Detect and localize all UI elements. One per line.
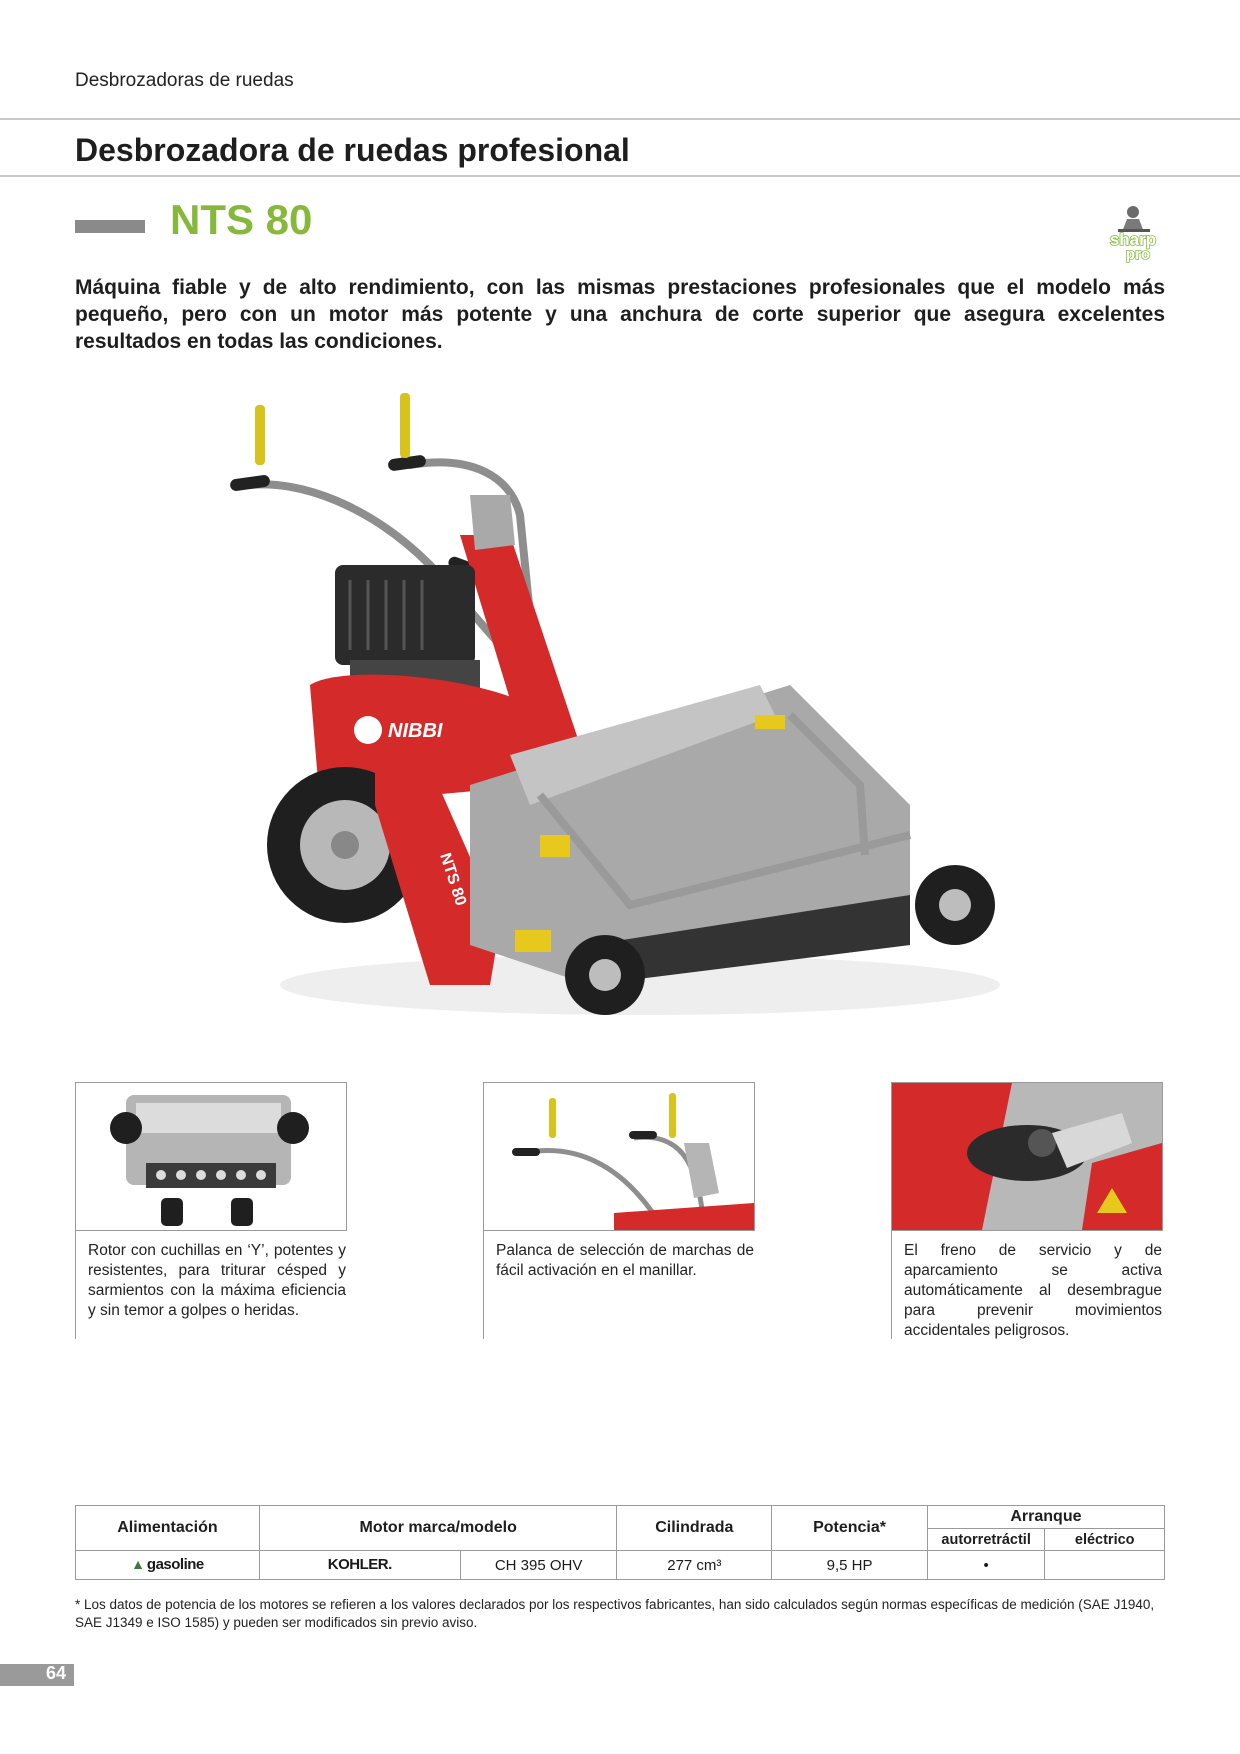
footnote: * Los datos de potencia de los motores se refieren a los valores declarados por los respectivos fabricantes, han sido calculados según normas específicas de medición (SAE J1940, SAE J1349 e ISO 1585) y pueden ser modificados sin previo aviso.: [75, 1597, 1155, 1630]
title-divider: [0, 175, 1240, 177]
cell-displacement: 277 cm³: [617, 1551, 772, 1580]
feature-caption-box-rotor: [75, 1231, 346, 1339]
kohler-logo: KOHLER.: [327, 1556, 392, 1573]
header-divider: [0, 118, 1240, 120]
fuel-drop-icon: ▲: [131, 1556, 145, 1573]
sharp-pro-badge-icon: [1100, 202, 1170, 264]
header-start-electric: eléctrico: [1045, 1529, 1165, 1551]
cell-engine-model: CH 395 OHV: [460, 1551, 617, 1580]
header-power: Potencia*: [772, 1506, 928, 1551]
cell-feed: [76, 1551, 260, 1580]
model-name: NTS 80: [170, 196, 313, 243]
header-feed: Alimentación: [76, 1506, 260, 1551]
badge-word-pro: pro: [1125, 246, 1151, 263]
cell-start-recoil: •: [927, 1551, 1045, 1580]
machine-brand-text: NIBBI: [388, 720, 443, 742]
feature-caption-box-brake: [891, 1231, 1162, 1339]
machine-model-text: NTS 80: [436, 850, 470, 908]
specs-table: [75, 1505, 1165, 1580]
header-start-recoil: autorretráctil: [927, 1529, 1045, 1551]
model-accent-bar: [75, 220, 145, 233]
feature-caption-box-gear-lever: [483, 1231, 754, 1339]
feature-image-rotor: [75, 1082, 347, 1231]
intro-paragraph: Máquina fiable y de alto rendimiento, con las mismas prestaciones profesionales que el modelo más pequeño, pero con un motor más potente y una anchura de corte superior que asegura excelentes resultados en todas las condiciones.: [75, 276, 1165, 353]
header-start: Arranque: [927, 1506, 1164, 1529]
feature-caption-rotor: Rotor con cuchillas en ‘Y’, potentes y resistentes, para triturar césped y sarmientos con la máxima eficiencia y sin temor a golpes o heridas.: [88, 1242, 346, 1319]
feature-image-gear-lever: [483, 1082, 755, 1231]
feature-caption-gear-lever: Palanca de selección de marchas de fácil activación en el manillar.: [496, 1242, 754, 1279]
feature-image-brake: [891, 1082, 1163, 1231]
cell-power: 9,5 HP: [772, 1551, 928, 1580]
feature-caption-brake: El freno de servicio y de aparcamiento se activa automáticamente al desembrague para prevenir movimientos accidentales peligrosos.: [904, 1242, 1162, 1339]
badge-word-sharp: sharp: [1109, 230, 1157, 249]
hero-machine-image: [210, 385, 1030, 1055]
page-title: Desbrozadora de ruedas profesional: [75, 132, 630, 168]
section-label: Desbrozadoras de ruedas: [75, 70, 294, 91]
gasoline-logo: ▲ gasoline: [131, 1555, 204, 1573]
page-number: 64: [46, 1663, 67, 1683]
header-engine: Motor marca/modelo: [259, 1506, 617, 1551]
cell-engine-brand: [259, 1551, 460, 1580]
header-displacement: Cilindrada: [617, 1506, 772, 1551]
table-row: [76, 1551, 1165, 1580]
cell-start-electric: [1045, 1551, 1165, 1580]
